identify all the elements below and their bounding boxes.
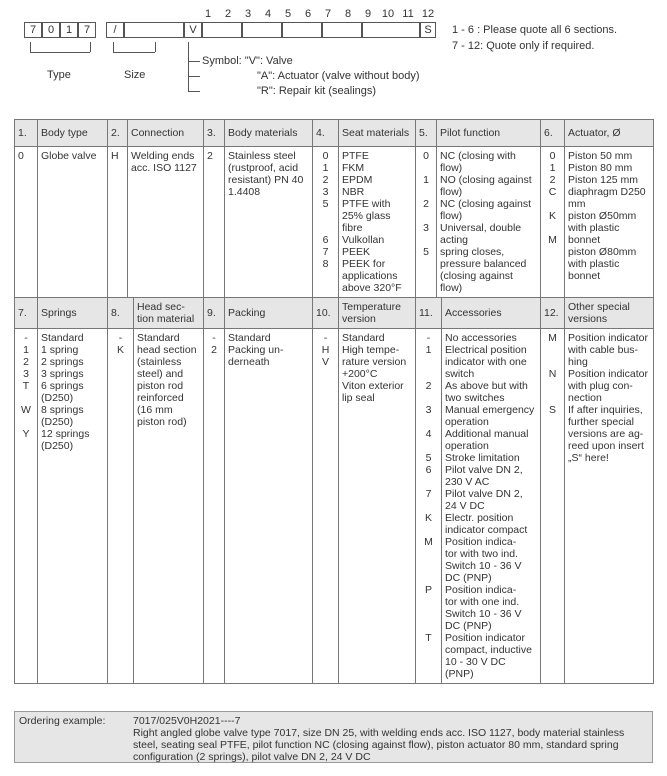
- list-item: [544, 198, 561, 210]
- code-box: [282, 22, 322, 38]
- list-item: [419, 234, 433, 246]
- list-item: -: [118, 332, 123, 344]
- position-number: 9: [364, 8, 372, 20]
- list-item: PTFE with: [342, 198, 391, 210]
- list-item: PTFE: [342, 150, 369, 162]
- list-item: reed upon insert: [568, 440, 644, 452]
- symbol-a: "A": Actuator (valve without body): [257, 70, 420, 82]
- list-item: [18, 440, 34, 452]
- list-item: [544, 392, 561, 404]
- list-item: Universal, double: [440, 222, 522, 234]
- position-number: 7: [324, 8, 332, 20]
- spec-table-2: [14, 297, 654, 684]
- list-item: Viton exterior: [342, 380, 404, 392]
- list-item: M: [548, 332, 557, 344]
- list-item: 8: [322, 258, 329, 270]
- list-item: flow): [440, 282, 463, 294]
- list-item: Piston 50 mm: [568, 150, 633, 162]
- accessories-codes: [416, 329, 442, 684]
- list-item: with cable bus-: [568, 344, 639, 356]
- list-item: Electr. position: [445, 512, 514, 524]
- list-item: If after inquiries,: [568, 404, 643, 416]
- list-item: bonnet: [568, 270, 601, 282]
- list-item: DC (PNP): [445, 572, 492, 584]
- list-item: NC (closing against: [440, 198, 532, 210]
- header-num: 8.: [108, 298, 134, 329]
- list-item: K: [116, 344, 124, 356]
- list-item: [419, 596, 438, 608]
- seat-materials-codes: [313, 147, 339, 298]
- position-number: 2: [224, 8, 232, 20]
- actuator-options: [565, 147, 654, 298]
- size-bracket-left: [113, 42, 114, 52]
- list-item: [544, 222, 561, 234]
- list-item: [544, 452, 561, 464]
- connection-options: [128, 147, 204, 298]
- list-item: 2: [211, 344, 217, 356]
- list-item: reinforced: [137, 392, 184, 404]
- symbol-bracket-line: [188, 42, 189, 92]
- position-number: 10: [381, 8, 395, 20]
- connection-codes: [108, 147, 128, 298]
- header-other: Other special versions: [565, 298, 654, 329]
- list-item: As above but with: [445, 380, 528, 392]
- header-num: 10.: [313, 298, 339, 329]
- list-item: 24 V DC: [445, 500, 485, 512]
- type-bracket-left: [30, 42, 31, 52]
- header-num: 4.: [313, 120, 339, 147]
- list-item: with plastic: [568, 258, 620, 270]
- header-connection: Connection: [128, 120, 204, 147]
- body-type-options: [38, 147, 108, 298]
- position-number: 11: [402, 8, 414, 20]
- header-num: 6.: [541, 120, 565, 147]
- list-item: -: [323, 332, 328, 344]
- list-item: [544, 440, 561, 452]
- list-item: indicator compact: [445, 524, 528, 536]
- table-1-header-row: [15, 120, 654, 147]
- list-item: +200°C: [342, 368, 378, 380]
- list-item: NO (closing against: [440, 174, 532, 186]
- list-item: No accessories: [445, 332, 517, 344]
- accessories-options: [442, 329, 541, 684]
- list-item: 0: [549, 150, 556, 162]
- header-num: 7.: [15, 298, 38, 329]
- list-item: nection: [568, 392, 602, 404]
- list-item: Stainless steel (rustproof, acid resistant) PN 40 1.4408: [228, 150, 304, 198]
- list-item: lip seal: [342, 392, 375, 404]
- header-body-materials: Body materials: [225, 120, 313, 147]
- list-item: [419, 392, 438, 404]
- seat-materials-options: [339, 147, 416, 298]
- list-item: [419, 500, 438, 512]
- body-materials-options: [225, 147, 313, 298]
- list-item: [544, 428, 561, 440]
- list-item: 1: [23, 344, 29, 356]
- list-item: EPDM: [342, 174, 373, 186]
- code-box: [202, 22, 242, 38]
- position-number: 5: [284, 8, 292, 20]
- list-item: head section: [137, 344, 197, 356]
- header-actuator: Actuator, Ø: [565, 120, 654, 147]
- header-num: 1.: [15, 120, 38, 147]
- pilot-function-options: [437, 147, 541, 298]
- list-item: indicator with one: [445, 356, 527, 368]
- header-num: 11.: [416, 298, 442, 329]
- temperature-codes: [313, 329, 339, 684]
- list-item: 5: [322, 198, 329, 210]
- list-item: piston Ø50mm: [568, 210, 637, 222]
- list-item: 25% glass: [342, 210, 391, 222]
- size-label: Size: [124, 69, 146, 81]
- header-num: 3.: [204, 120, 225, 147]
- list-item: 2: [549, 174, 556, 186]
- list-item: Position indicator: [568, 332, 648, 344]
- symbol-tick-a: [188, 76, 200, 77]
- header-seat-materials: Seat materials: [339, 120, 416, 147]
- list-item: (D250): [41, 416, 74, 428]
- list-item: [419, 476, 438, 488]
- list-item: 8 springs: [41, 404, 84, 416]
- list-item: 5: [423, 246, 429, 258]
- code-box: [124, 22, 184, 38]
- list-item: 2: [425, 380, 432, 392]
- code-box: [242, 22, 282, 38]
- list-item: 6 springs: [41, 380, 84, 392]
- list-item: further special: [568, 416, 634, 428]
- list-item: Position indicator: [568, 368, 648, 380]
- springs-options: [38, 329, 108, 684]
- list-item: Packing un-: [228, 344, 284, 356]
- list-item: Standard: [137, 332, 180, 344]
- ordering-example: [14, 711, 653, 763]
- list-item: 3: [423, 222, 429, 234]
- list-item: PEEK: [342, 246, 371, 258]
- list-item: [544, 246, 561, 258]
- code-box: 0: [42, 22, 60, 38]
- code-box: [322, 22, 362, 38]
- list-item: [544, 344, 561, 356]
- list-item: H: [111, 150, 119, 162]
- head-section-options: [134, 329, 204, 684]
- header-pilot-function: Pilot function: [437, 120, 541, 147]
- list-item: „S“ here!: [568, 452, 609, 464]
- list-item: piston Ø80mm: [568, 246, 637, 258]
- list-item: 0: [423, 150, 429, 162]
- list-item: flow): [440, 162, 463, 174]
- list-item: 230 V AC: [445, 476, 490, 488]
- list-item: 3: [425, 404, 432, 416]
- position-number: 8: [344, 8, 352, 20]
- code-box: [362, 22, 420, 38]
- list-item: Standard: [41, 332, 84, 344]
- list-item: steel) and: [137, 368, 184, 380]
- list-item: NC (closing with: [440, 150, 516, 162]
- list-item: [419, 572, 438, 584]
- list-item: C: [548, 186, 557, 198]
- list-item: [419, 186, 433, 198]
- list-item: (D250): [41, 440, 74, 452]
- list-item: 4: [425, 428, 432, 440]
- header-num: 5.: [416, 120, 437, 147]
- header-accessories: Accessories: [442, 298, 541, 329]
- list-item: 7: [425, 488, 432, 500]
- other-options: [565, 329, 654, 684]
- list-item: [419, 524, 438, 536]
- header-springs: Springs: [38, 298, 108, 329]
- header-body-type: Body type: [38, 120, 108, 147]
- list-item: 2: [423, 198, 429, 210]
- list-item: operation: [445, 440, 489, 452]
- list-item: [419, 416, 438, 428]
- body-materials-codes: [204, 147, 225, 298]
- table-2-body-row: [15, 329, 654, 684]
- list-item: Piston 125 mm: [568, 174, 639, 186]
- list-item: Position indica-: [445, 536, 517, 548]
- table-1-body-row: [15, 147, 654, 298]
- list-item: [419, 210, 433, 222]
- list-item: Pilot valve DN 2,: [445, 488, 523, 500]
- list-item: (D250): [41, 392, 74, 404]
- list-item: with plug con-: [568, 380, 633, 392]
- size-bracket-right: [155, 42, 156, 52]
- type-bracket-right: [90, 42, 91, 52]
- list-item: [419, 620, 438, 632]
- list-item: [316, 210, 335, 222]
- list-item: [419, 656, 438, 668]
- list-item: Y: [22, 428, 30, 440]
- list-item: piston rod): [137, 416, 187, 428]
- ordering-example-code: 7017/025V0H2021----7: [133, 715, 241, 727]
- list-item: compact, inductive: [445, 644, 532, 656]
- list-item: [419, 368, 438, 380]
- list-item: [419, 548, 438, 560]
- list-item: [316, 270, 335, 282]
- list-item: bonnet: [568, 234, 601, 246]
- list-item: [419, 560, 438, 572]
- symbol-r: "R": Repair kit (sealings): [257, 85, 377, 97]
- list-item: 7: [322, 246, 329, 258]
- list-item: [316, 222, 335, 234]
- springs-codes: [15, 329, 38, 684]
- list-item: 0: [18, 150, 24, 162]
- header-temperature: Temperature version: [339, 298, 416, 329]
- list-item: mm: [568, 198, 586, 210]
- list-item: [544, 380, 561, 392]
- list-item: [419, 608, 438, 620]
- type-label: Type: [47, 69, 71, 81]
- table-2-header-row: [15, 298, 654, 329]
- list-item: High tempe-: [342, 344, 400, 356]
- list-item: Electrical position: [445, 344, 527, 356]
- code-box: /: [106, 22, 124, 38]
- list-item: 10 - 30 V DC (PNP): [445, 656, 506, 680]
- symbol-v: Symbol: "V": Valve: [202, 55, 293, 67]
- list-item: 2: [322, 174, 329, 186]
- list-item: 3: [23, 368, 29, 380]
- list-item: S: [548, 404, 556, 416]
- ordering-example-description: Right angled globe valve type 7017, size DN 25, with welding ends acc. ISO 1127, body material stainless steel, seating seal PTFE, pilot function NC (closing against flow), piston actuator 80 mm, standard spring configuration (2 springs), pilot valve DN 2, 24 V DC: [133, 727, 625, 763]
- code-box: 7: [78, 22, 96, 38]
- list-item: [419, 440, 438, 452]
- list-item: acting: [440, 234, 469, 246]
- list-item: K: [548, 210, 556, 222]
- list-item: rature version: [342, 356, 407, 368]
- list-item: -: [426, 332, 431, 344]
- position-number: 6: [304, 8, 312, 20]
- header-packing: Packing: [225, 298, 313, 329]
- code-box: V: [184, 22, 202, 38]
- temperature-options: [339, 329, 416, 684]
- list-item: FKM: [342, 162, 365, 174]
- list-item: 3 springs: [41, 368, 84, 380]
- list-item: [544, 356, 561, 368]
- list-item: two switches: [445, 392, 505, 404]
- code-box: 7: [24, 22, 42, 38]
- list-item: with plastic: [568, 222, 620, 234]
- list-item: operation: [445, 416, 489, 428]
- list-item: PEEK for: [342, 258, 386, 270]
- position-number: 1: [204, 8, 212, 20]
- position-number: 3: [244, 8, 252, 20]
- list-item: [544, 258, 561, 270]
- list-item: above 320°F: [342, 282, 402, 294]
- list-item: applications: [342, 270, 398, 282]
- list-item: M: [424, 536, 433, 548]
- note-7-12: 7 - 12: Quote only if required.: [452, 40, 595, 52]
- list-item: fibre: [342, 222, 363, 234]
- list-item: 6: [322, 234, 329, 246]
- symbol-tick-r: [188, 91, 200, 92]
- head-section-codes: [108, 329, 134, 684]
- list-item: Pilot valve DN 2,: [445, 464, 523, 476]
- pilot-function-codes: [416, 147, 437, 298]
- spec-table-1: [14, 119, 654, 298]
- list-item: diaphragm D250: [568, 186, 646, 198]
- list-item: [419, 270, 433, 282]
- ordering-example-label: Ordering example:: [19, 715, 106, 727]
- list-item: tor with two ind.: [445, 548, 518, 560]
- list-item: [419, 258, 433, 270]
- list-item: Position indicator: [445, 632, 525, 644]
- list-item: (closing against: [440, 270, 513, 282]
- ordering-example-text: [133, 715, 648, 763]
- list-item: Vulkollan: [342, 234, 385, 246]
- list-item: [316, 282, 335, 294]
- list-item: W: [21, 404, 31, 416]
- list-item: P: [424, 584, 432, 596]
- code-box: S: [420, 22, 436, 38]
- list-item: flow): [440, 186, 463, 198]
- symbol-tick-v: [188, 61, 200, 62]
- list-item: Welding ends acc. ISO 1127: [131, 150, 197, 174]
- list-item: 1: [425, 344, 432, 356]
- list-item: piston rod: [137, 380, 184, 392]
- list-item: flow): [440, 210, 463, 222]
- list-item: Switch 10 - 36 V: [445, 608, 522, 620]
- list-item: spring closes,: [440, 246, 505, 258]
- list-item: H: [321, 344, 330, 356]
- list-item: [419, 356, 438, 368]
- list-item: [18, 416, 34, 428]
- list-item: K: [424, 512, 432, 524]
- list-item: [419, 162, 433, 174]
- list-item: [544, 416, 561, 428]
- list-item: NBR: [342, 186, 365, 198]
- list-item: 5: [425, 452, 432, 464]
- list-item: -: [24, 332, 28, 344]
- list-item: 3: [322, 186, 329, 198]
- list-item: switch: [445, 368, 475, 380]
- list-item: 2 springs: [41, 356, 84, 368]
- note-1-6: 1 - 6 : Please quote all 6 sections.: [452, 24, 618, 36]
- list-item: V: [321, 356, 329, 368]
- header-head-section: Head sec- tion material: [134, 298, 204, 329]
- list-item: Manual emergency: [445, 404, 535, 416]
- size-bracket-bottom: [113, 52, 155, 53]
- list-item: Stroke limitation: [445, 452, 520, 464]
- list-item: T: [425, 632, 432, 644]
- list-item: versions are ag-: [568, 428, 644, 440]
- list-item: (16 mm: [137, 404, 173, 416]
- list-item: 1: [423, 174, 429, 186]
- list-item: Globe valve: [41, 150, 97, 162]
- list-item: M: [548, 234, 557, 246]
- other-codes: [541, 329, 565, 684]
- list-item: pressure balanced: [440, 258, 527, 270]
- list-item: 1: [549, 162, 556, 174]
- list-item: tor with one ind.: [445, 596, 520, 608]
- list-item: 0: [322, 150, 329, 162]
- list-item: T: [22, 380, 30, 392]
- list-item: 1 spring: [41, 344, 79, 356]
- list-item: (stainless: [137, 356, 182, 368]
- list-item: 12 springs: [41, 428, 90, 440]
- list-item: Standard: [342, 332, 385, 344]
- header-num: 2.: [108, 120, 128, 147]
- list-item: -: [212, 332, 216, 344]
- list-item: DC (PNP): [445, 620, 492, 632]
- code-box: 1: [60, 22, 78, 38]
- list-item: N: [548, 368, 557, 380]
- list-item: Switch 10 - 36 V: [445, 560, 522, 572]
- header-num: 9.: [204, 298, 225, 329]
- list-item: [419, 282, 433, 294]
- position-number: 12: [421, 8, 435, 20]
- body-type-codes: [15, 147, 38, 298]
- list-item: Standard: [228, 332, 271, 344]
- list-item: [419, 644, 438, 656]
- list-item: hing: [568, 356, 588, 368]
- packing-codes: [204, 329, 225, 684]
- list-item: Additional manual: [445, 428, 529, 440]
- list-item: 1: [322, 162, 329, 174]
- list-item: 2: [207, 150, 213, 162]
- type-bracket-bottom: [30, 52, 90, 53]
- list-item: Piston 80 mm: [568, 162, 633, 174]
- actuator-codes: [541, 147, 565, 298]
- list-item: 6: [425, 464, 432, 476]
- list-item: Position indica-: [445, 584, 517, 596]
- list-item: derneath: [228, 356, 270, 368]
- list-item: [18, 392, 34, 404]
- packing-options: [225, 329, 313, 684]
- position-number: 4: [264, 8, 272, 20]
- header-num: 12.: [541, 298, 565, 329]
- list-item: 2: [23, 356, 29, 368]
